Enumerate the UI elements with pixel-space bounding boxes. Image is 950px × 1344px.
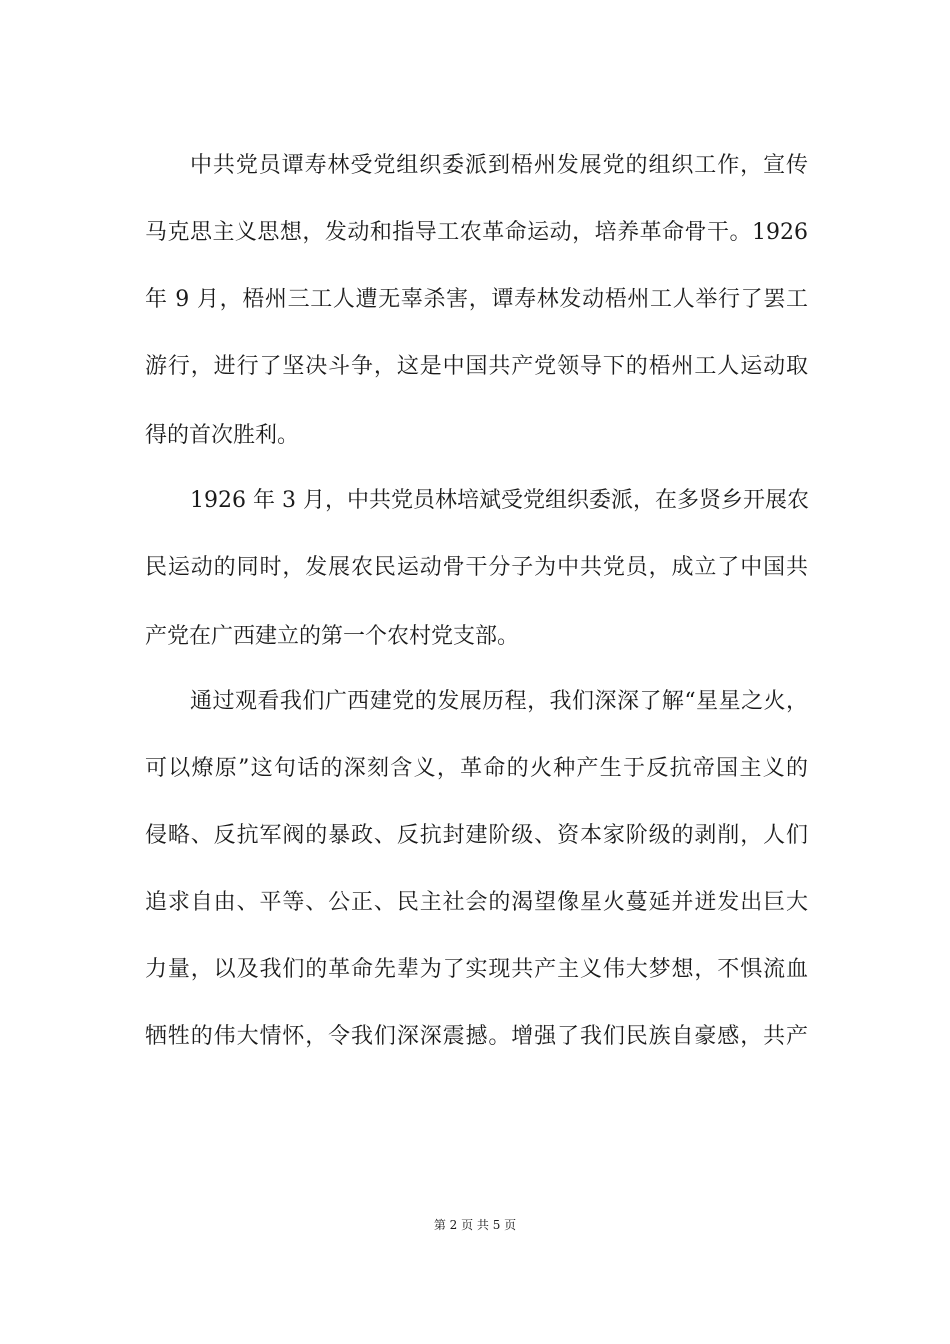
paragraph-3-line-6: 牺牲的伟大情怀，令我们深深震撼。增强了我们民族自豪感，共产	[145, 1024, 808, 1049]
paragraph-1-line-2: 马克思主义思想，发动和指导工农革命运动，培养革命骨干。1926	[145, 220, 808, 245]
paragraph-2-line-2: 民运动的同时，发展农民运动骨干分子为中共党员，成立了中国共	[145, 555, 808, 580]
paragraph-1-line-1: 中共党员谭寿林受党组织委派到梧州发展党的组织工作，宣传	[190, 153, 808, 178]
paragraph-3-line-3: 侵略、反抗军阀的暴政、反抗封建阶级、资本家阶级的剥削，人们	[145, 823, 808, 848]
paragraph-3-line-5: 力量，以及我们的革命先辈为了实现共产主义伟大梦想，不惧流血	[145, 957, 808, 982]
paragraph-2-line-3: 产党在广西建立的第一个农村党支部。	[145, 624, 520, 649]
body-text	[145, 132, 808, 1070]
paragraph-2-line-1: 1926 年 3 月，中共党员林培斌受党组织委派，在多贤乡开展农	[190, 488, 809, 513]
paragraph-3-line-4: 追求自由、平等、公正、民主社会的渴望像星火蔓延并迸发出巨大	[145, 890, 808, 915]
paragraph-3-line-1: 通过观看我们广西建党的发展历程，我们深深了解“星星之火，	[190, 689, 808, 714]
paragraph-3-line-2: 可以燎原”这句话的深刻含义，革命的火种产生于反抗帝国主义的	[145, 756, 808, 781]
paragraph-1-line-3: 年 9 月，梧州三工人遭无辜杀害，谭寿林发动梧州工人举行了罢工	[145, 287, 808, 312]
paragraph-1-line-5: 得的首次胜利。	[145, 423, 300, 448]
page-number-footer: 第 2 页 共 5 页	[433, 1218, 517, 1232]
paragraph-1-line-4: 游行，进行了坚决斗争，这是中国共产党领导下的梧州工人运动取	[145, 354, 808, 379]
